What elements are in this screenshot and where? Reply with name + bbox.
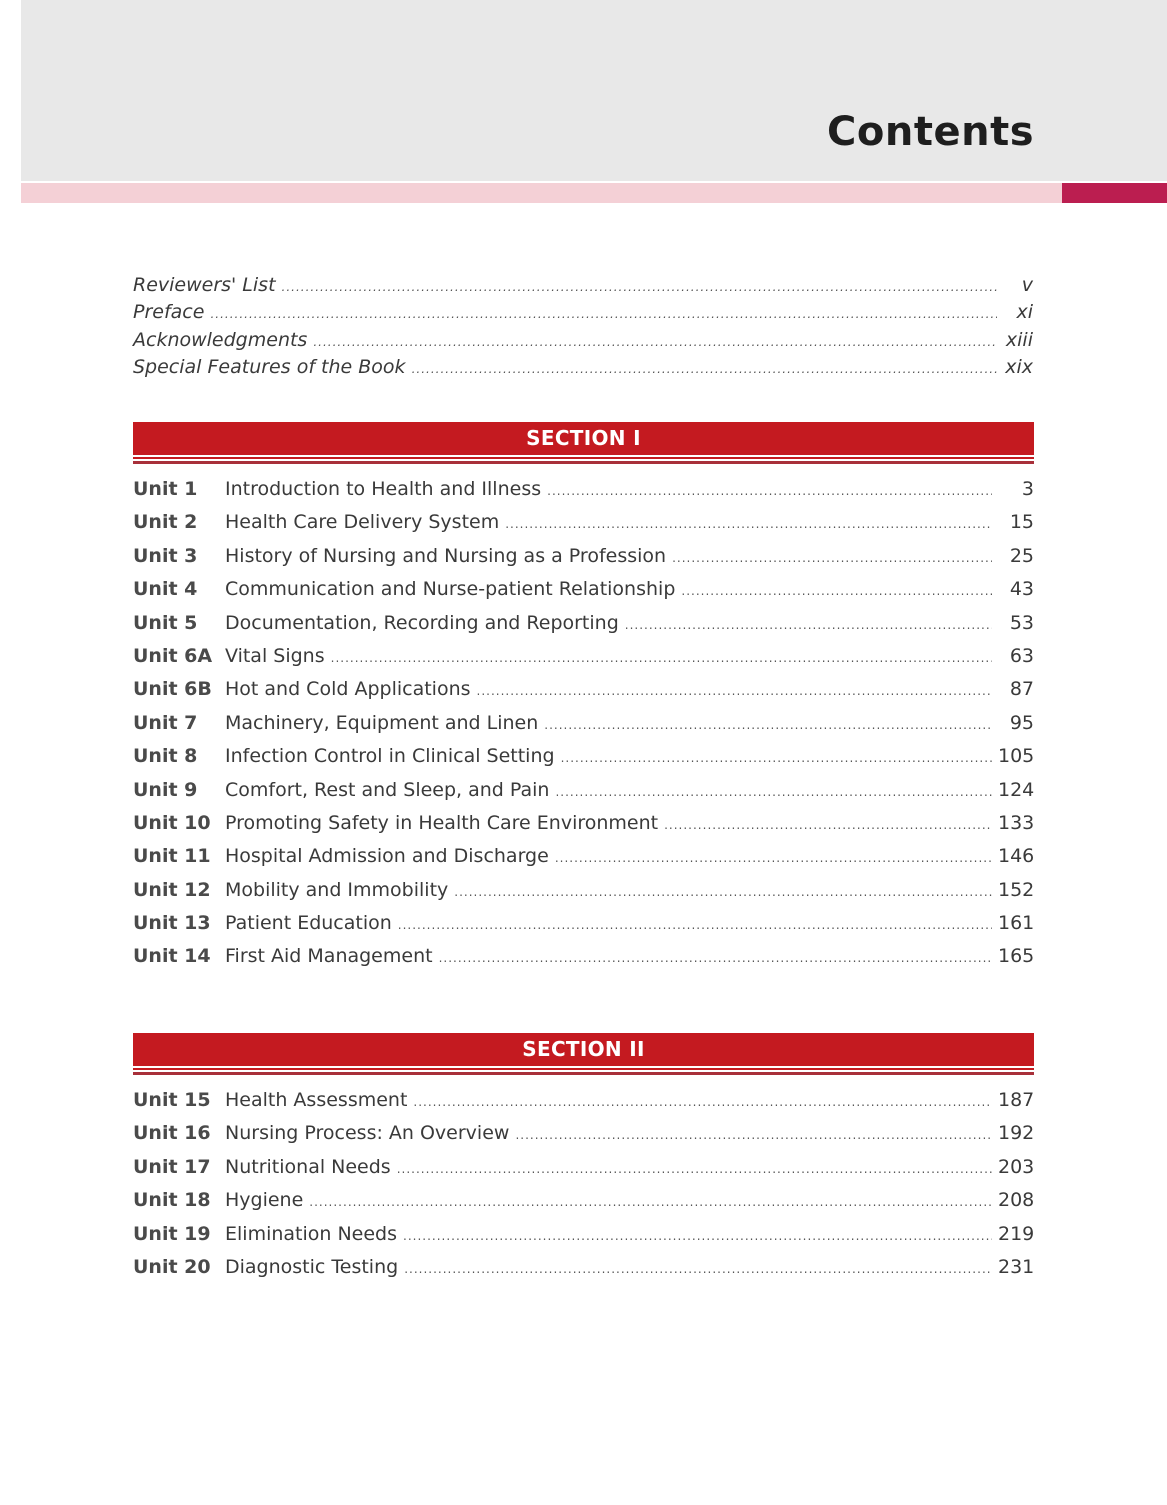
toc-unit-row[interactable] (133, 912, 1034, 945)
unit-page: 187 (998, 1089, 1035, 1111)
dot-leader (309, 1195, 992, 1209)
dot-leader (547, 484, 992, 498)
entry-label: Preface (133, 301, 205, 324)
toc-unit-row[interactable] (133, 511, 1034, 544)
toc-unit-row[interactable] (133, 1189, 1034, 1222)
unit-page: 146 (998, 845, 1035, 868)
unit-number: Unit 14 (133, 945, 211, 968)
toc-unit-row[interactable] (133, 779, 1034, 812)
unit-page: 43 (1009, 578, 1034, 601)
toc-unit-row[interactable] (133, 812, 1034, 845)
unit-page: 231 (998, 1255, 1035, 1278)
dot-leader (664, 818, 992, 832)
entry-label: Acknowledgments (133, 328, 308, 351)
unit-page: 3 (1021, 478, 1034, 500)
unit-number: Unit 17 (133, 1155, 211, 1178)
unit-title: First Aid Management (225, 945, 433, 968)
dot-leader (555, 851, 992, 865)
section-1-header (133, 422, 1034, 455)
rule-line (133, 1072, 1034, 1075)
dot-leader (439, 951, 992, 965)
toc-unit-row[interactable] (133, 645, 1034, 678)
dot-leader (282, 280, 997, 294)
unit-title: Infection Control in Clinical Setting (225, 745, 555, 768)
unit-page: 203 (998, 1155, 1035, 1178)
unit-page: 63 (1009, 644, 1034, 667)
dot-leader (397, 1162, 992, 1176)
unit-title: Nursing Process: An Overview (225, 1122, 510, 1145)
unit-page: 124 (998, 778, 1035, 801)
unit-number: Unit 15 (133, 1089, 211, 1111)
toc-unit-row[interactable] (133, 545, 1034, 578)
unit-number: Unit 6A (133, 644, 213, 667)
unit-title: Comfort, Rest and Sleep, and Pain (225, 778, 550, 801)
unit-page: 152 (998, 878, 1035, 901)
dot-leader (505, 517, 992, 531)
unit-page: 192 (998, 1122, 1035, 1145)
dot-leader (625, 618, 992, 632)
toc-unit-row[interactable] (133, 1156, 1034, 1189)
dot-leader (413, 1095, 992, 1109)
unit-page: 133 (998, 811, 1035, 834)
unit-title: Documentation, Recording and Reporting (225, 611, 619, 634)
section-1-unit-list (133, 478, 1034, 979)
unit-page: 165 (998, 945, 1035, 968)
dot-leader (544, 718, 992, 732)
section-1-rule (133, 455, 1034, 464)
entry-page: xi (1016, 301, 1033, 324)
unit-number: Unit 4 (133, 578, 198, 601)
unit-page: 208 (998, 1189, 1035, 1212)
toc-unit-row[interactable] (133, 1122, 1034, 1155)
entry-label: Reviewers' List (133, 274, 276, 296)
toc-unit-row[interactable] (133, 712, 1034, 745)
entry-page: v (1021, 274, 1033, 296)
unit-page: 219 (998, 1222, 1035, 1245)
unit-page: 53 (1009, 611, 1034, 634)
unit-number: Unit 11 (133, 845, 211, 868)
dot-leader (561, 751, 992, 765)
toc-unit-row[interactable] (133, 879, 1034, 912)
unit-number: Unit 16 (133, 1122, 211, 1145)
unit-number: Unit 10 (133, 811, 211, 834)
unit-number: Unit 18 (133, 1189, 211, 1212)
unit-page: 87 (1009, 678, 1034, 701)
unit-number: Unit 8 (133, 745, 198, 768)
toc-entry-preface[interactable] (133, 301, 1033, 328)
unit-number: Unit 12 (133, 878, 211, 901)
unit-number: Unit 5 (133, 611, 198, 634)
dot-leader (210, 307, 997, 321)
toc-unit-row[interactable] (133, 578, 1034, 611)
toc-entry-acknowledgments[interactable] (133, 329, 1033, 356)
entry-page: xix (1005, 355, 1033, 378)
unit-number: Unit 2 (133, 511, 198, 534)
toc-unit-row[interactable] (133, 1256, 1034, 1289)
unit-title: Hygiene (225, 1189, 304, 1212)
unit-title: Diagnostic Testing (225, 1255, 399, 1278)
dot-leader (555, 785, 992, 799)
header-pink-band (21, 183, 1062, 203)
front-matter-list (133, 274, 1033, 383)
dot-leader (404, 1262, 992, 1276)
unit-title: Hospital Admission and Discharge (225, 845, 549, 868)
toc-unit-row[interactable] (133, 845, 1034, 878)
unit-title: Introduction to Health and Illness (225, 478, 542, 500)
unit-title: Health Assessment (225, 1089, 408, 1111)
unit-title: Communication and Nurse-patient Relationship (225, 578, 676, 601)
unit-title: Hot and Cold Applications (225, 678, 471, 701)
entry-label: Special Features of the Book (133, 355, 406, 378)
section-2-rule (133, 1066, 1034, 1075)
unit-title: Machinery, Equipment and Linen (225, 711, 539, 734)
dot-leader (403, 1229, 992, 1243)
dot-leader (412, 362, 997, 376)
rule-line (133, 1068, 1034, 1070)
unit-number: Unit 6B (133, 678, 212, 701)
unit-number: Unit 7 (133, 711, 198, 734)
toc-unit-row[interactable] (133, 745, 1034, 778)
unit-number: Unit 1 (133, 478, 198, 500)
unit-number: Unit 13 (133, 912, 211, 935)
dot-leader (672, 551, 992, 565)
unit-title: Nutritional Needs (225, 1155, 391, 1178)
unit-title: Vital Signs (225, 644, 325, 667)
toc-entry-special-features[interactable] (133, 356, 1033, 383)
unit-number: Unit 9 (133, 778, 198, 801)
page-title: Contents (827, 109, 1034, 155)
toc-unit-row[interactable] (133, 1089, 1034, 1122)
dot-leader (477, 684, 992, 698)
toc-entry-reviewers-list[interactable] (133, 274, 1033, 301)
unit-number: Unit 20 (133, 1255, 211, 1278)
unit-number: Unit 19 (133, 1222, 211, 1245)
toc-unit-row[interactable] (133, 1223, 1034, 1256)
unit-title: Elimination Needs (225, 1222, 398, 1245)
rule-line (133, 457, 1034, 459)
unit-page: 15 (1009, 511, 1034, 534)
unit-page: 25 (1009, 544, 1034, 567)
section-title: SECTION I (526, 426, 641, 450)
entry-page: xiii (1005, 328, 1033, 351)
unit-page: 95 (1009, 711, 1034, 734)
dot-leader (331, 651, 992, 665)
dot-leader (681, 584, 992, 598)
section-title: SECTION II (522, 1037, 645, 1061)
rule-line (133, 461, 1034, 464)
unit-title: Health Care Delivery System (225, 511, 500, 534)
unit-title: Patient Education (225, 912, 392, 935)
toc-unit-row[interactable] (133, 612, 1034, 645)
dot-leader (398, 918, 992, 932)
toc-unit-row[interactable] (133, 945, 1034, 978)
section-2-header (133, 1033, 1034, 1066)
section-2-unit-list (133, 1089, 1034, 1289)
unit-page: 105 (998, 745, 1035, 768)
unit-title: History of Nursing and Nursing as a Profession (225, 544, 667, 567)
toc-unit-row[interactable] (133, 478, 1034, 511)
header-crimson-block (1062, 183, 1167, 203)
unit-page: 161 (998, 912, 1035, 935)
dot-leader (454, 885, 992, 899)
toc-unit-row[interactable] (133, 678, 1034, 711)
dot-leader (515, 1128, 992, 1142)
dot-leader (313, 335, 997, 349)
unit-title: Promoting Safety in Health Care Environment (225, 811, 659, 834)
unit-number: Unit 3 (133, 544, 198, 567)
unit-title: Mobility and Immobility (225, 878, 449, 901)
